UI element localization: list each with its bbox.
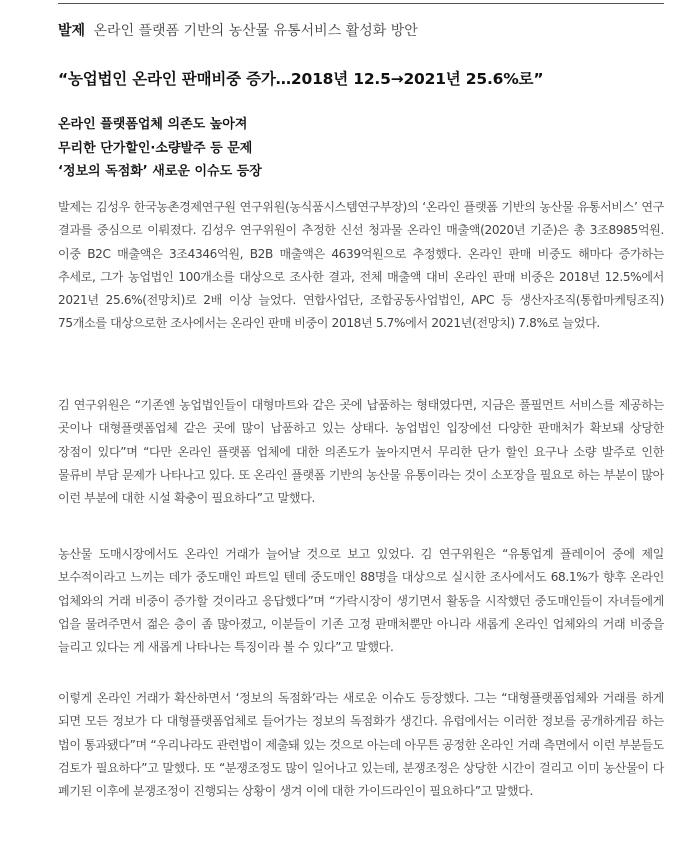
section-label: 발제 (58, 23, 86, 39)
body-paragraph: 김 연구위원은 “기존엔 농업법인들이 대형마트와 같은 곳에 납품하는 형태였다면, 지금은 풀필먼트 서비스를 제공하는 곳이나 대형플랫폼업체 같은 곳에 많이 납품하고 있는 상태다. 농업법인 입장에선 다양한 판매처가 확보돼 상당한 장점이 있다”며 “다만 온라인 플랫폼 업체에 대한 의존도가 높아지면서 무리한 단가 할인 요구나 소량 발주로 인한 물류비 부담 문제가 나타나고 있다. 또 온라인 플랫폼 기반의 농산물 유통이라는 것이 소포장을 필요로 하는 부분이 많아 이런 부분에 대한 시설 확충이 필요하다”고 말했다. (58, 398, 664, 506)
top-divider (58, 3, 664, 4)
article-headline: “농업법인 온라인 판매비중 증가…2018년 12.5→2021년 25.6%로” (58, 70, 544, 88)
section-title: 온라인 플랫폼 기반의 농산물 유통서비스 활성화 방안 (93, 23, 418, 39)
subheading: 무리한 단가할인·소량발주 등 문제 (58, 140, 253, 156)
subheading: 온라인 플랫폼업체 의존도 높아져 (58, 117, 248, 132)
subheading: ‘정보의 독점화’ 새로운 이슈도 등장 (58, 164, 262, 179)
body-paragraph: 발제는 김성우 한국농촌경제연구원 연구위원(농식품시스템연구부장)의 ‘온라인 플랫폼 기반의 농산물 유통서비스’ 연구 결과를 중심으로 이뤄졌다. 김성우 연구위원이 추정한 신선 청과물 온라인 매출액(2020년 기준)은 총 3조8985억원. 이중 B2C 매출액은 3조4346억원, B2B 매출액은 4639억원으로 추정했다. 온라인 판매 비중도 해마다 증가하는 추세로, 그가 농업법인 100개소를 대상으로 조사한 결과, 전체 매출액 대비 온라인 판매 비중은 2018년 12.5%에서 2021년 25.6%(전망치)로 2배 이상 늘었다. 연합사업단, 조합공동사업법인, APC 등 생산자조직(통합마케팅조직) 75개소를 대상으로한 조사에서는 온라인 판매 비중이 2018년 5.7%에서 2021년(전망치) 7.8%로 늘었다. (58, 200, 664, 331)
body-paragraph: 이렇게 온라인 거래가 확산하면서 ‘정보의 독점화’라는 새로운 이슈도 등장했다. 그는 “대형플랫폼업체와 거래를 하게 되면 모든 정보가 다 대형플랫폼업체로 들어가는 정보의 독점화가 생긴다. 유럽에서는 이러한 정보를 공개하게끔 하는 법이 통과됐다”며 “우리나라도 관련법이 제출돼 있는 것으로 아는데 아무튼 공정한 온라인 거래 측면에서 이런 부분들도 검토가 필요하다”고 말했다. 또 “분쟁조정도 많이 일어나고 있는데, 분쟁조정은 상당한 시간이 걸리고 이미 농산물이 다 폐기된 이후에 분쟁조정이 진행되는 상황이 생겨 이에 대한 가이드라인이 필요하다”고 말했다. (58, 691, 664, 799)
body-paragraph: 농산물 도매시장에서도 온라인 거래가 늘어날 것으로 보고 있었다. 김 연구위원은 “유통업계 플레이어 중에 제일 보수적이라고 느끼는 데가 중도매인 파트일 텐데 중도매인 88명을 대상으로 실시한 조사에서도 68.1%가 향후 온라인 업체와의 거래 비중이 증가할 것이라고 응답했다”며 “가락시장이 생기면서 활동을 시작했던 중도매인들이 자녀들에게 업을 물려주면서 젊은 층이 좀 많아졌고, 이분들이 기존 고정 판매처뿐만 아니라 새롭게 온라인 업체와의 거래 비중을 늘리고 있다는 게 새롭게 나타나는 특징이라 볼 수 있다”고 말했다. (58, 547, 664, 655)
subheadings (58, 113, 262, 184)
section-header (58, 20, 418, 40)
